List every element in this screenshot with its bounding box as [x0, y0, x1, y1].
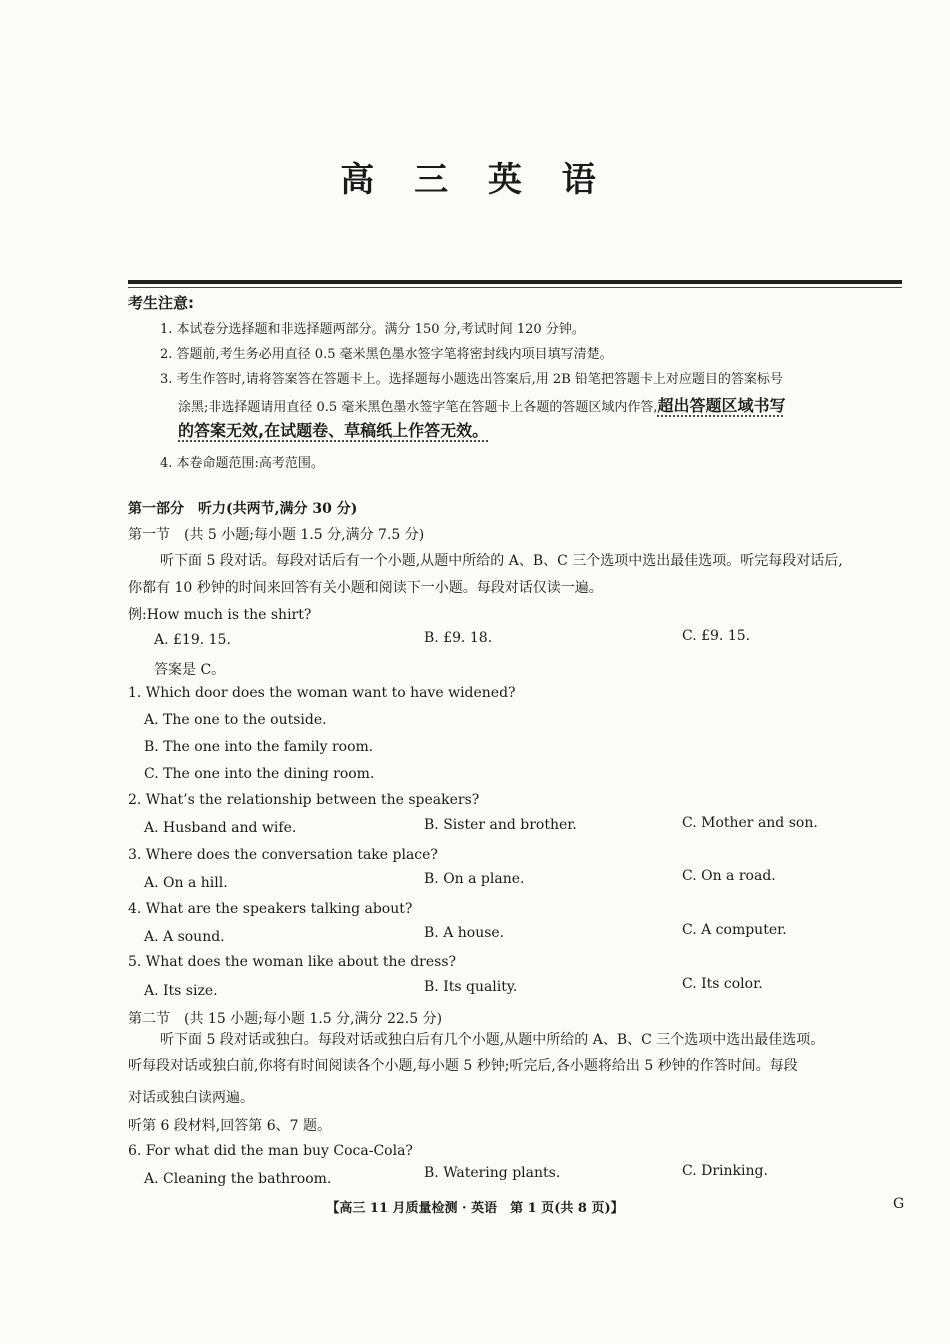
question-2-option-b: B. Sister and brother.: [424, 817, 577, 833]
example-question: 例:How much is the shirt?: [128, 607, 312, 623]
page-title: 高 三 英 语: [340, 160, 610, 200]
question-5-option-a: A. Its size.: [144, 983, 218, 999]
question-2: 2. What’s the relationship between the speakers?: [128, 792, 480, 808]
question-6: 6. For what did the man buy Coca-Cola?: [128, 1143, 413, 1159]
section2-instructions-2: 听每段对话或独白前,你将有时间阅读各个小题,每小题 5 秒钟;听完后,各小题将给出 5 秒钟的作答时间。每段: [128, 1058, 798, 1074]
notice-item-3-text: 涂黑;非选择题请用直径 0.5 毫米黑色墨水签字笔在答题卡上各题的答题区域内作答,: [178, 400, 658, 415]
section1-instructions-1: 听下面 5 段对话。每段对话后有一个小题,从题中所给的 A、B、C 三个选项中选出最佳选项。听完每段对话后,: [160, 553, 843, 569]
notice-emphasis-1: 超出答题区域书写: [657, 396, 786, 415]
section2-instructions-3: 对话或独白读两遍。: [128, 1090, 254, 1106]
section1-instructions-2: 你都有 10 秒钟的时间来回答有关小题和阅读下一小题。每段对话仅读一遍。: [128, 580, 603, 596]
question-6-option-c: C. Drinking.: [682, 1163, 768, 1179]
question-1: 1. Which door does the woman want to have widened?: [128, 685, 516, 701]
question-3-option-a: A. On a hill.: [144, 875, 228, 891]
question-4: 4. What are the speakers talking about?: [128, 901, 413, 917]
example-option-b: B. £9. 18.: [424, 630, 493, 646]
section2-instructions-1: 听下面 5 段对话或独白。每段对话或独白后有几个小题,从题中所给的 A、B、C 三个选项中选出最佳选项。: [160, 1032, 825, 1048]
notice-item-4: 4. 本卷命题范围:高考范围。: [160, 456, 324, 471]
notice-heading: 考生注意:: [128, 294, 194, 312]
question-4-option-a: A. A sound.: [144, 929, 225, 945]
section2-material: 听第 6 段材料,回答第 6、7 题。: [128, 1118, 331, 1134]
question-1-option-a: A. The one to the outside.: [144, 712, 327, 728]
question-1-option-c: C. The one into the dining room.: [144, 766, 375, 782]
notice-item-2: 2. 答题前,考生务必用直径 0.5 毫米黑色墨水签字笔将密封线内项目填写清楚。: [160, 347, 613, 362]
header-rule-thin: [128, 287, 902, 288]
section1-heading: 第一节 (共 5 小题;每小题 1.5 分,满分 7.5 分): [128, 527, 425, 543]
question-4-option-c: C. A computer.: [682, 922, 787, 938]
question-5: 5. What does the woman like about the dress?: [128, 954, 457, 970]
question-5-option-b: B. Its quality.: [424, 979, 518, 995]
header-rule-thick: [128, 280, 902, 284]
notice-item-3-cont: [178, 393, 785, 416]
paper-version-code: G: [893, 1196, 905, 1212]
page-footer: 【高三 11 月质量检测 · 英语 第 1 页(共 8 页)】: [326, 1201, 624, 1216]
example-option-a: A. £19. 15.: [154, 632, 231, 648]
part1-heading: 第一部分 听力(共两节,满分 30 分): [128, 501, 358, 517]
question-3-option-b: B. On a plane.: [424, 871, 525, 887]
section2-heading: 第二节 (共 15 小题;每小题 1.5 分,满分 22.5 分): [128, 1011, 443, 1027]
question-4-option-b: B. A house.: [424, 925, 505, 941]
notice-emphasis-2: 的答案无效,在试题卷、草稿纸上作答无效。: [178, 421, 489, 440]
example-answer: 答案是 C。: [154, 662, 226, 678]
question-2-option-c: C. Mother and son.: [682, 815, 818, 831]
notice-item-3: 3. 考生作答时,请将答案答在答题卡上。选择题每小题选出答案后,用 2B 铅笔把答题卡上对应题目的答案标号: [160, 372, 783, 387]
question-3-option-c: C. On a road.: [682, 868, 776, 884]
question-3: 3. Where does the conversation take place?: [128, 847, 438, 863]
question-6-option-b: B. Watering plants.: [424, 1165, 561, 1181]
example-option-c: C. £9. 15.: [682, 628, 751, 644]
question-5-option-c: C. Its color.: [682, 976, 763, 992]
question-2-option-a: A. Husband and wife.: [144, 820, 297, 836]
question-1-option-b: B. The one into the family room.: [144, 739, 374, 755]
question-6-option-a: A. Cleaning the bathroom.: [144, 1171, 332, 1187]
notice-item-1: 1. 本试卷分选择题和非选择题两部分。满分 150 分,考试时间 120 分钟。: [160, 322, 585, 337]
